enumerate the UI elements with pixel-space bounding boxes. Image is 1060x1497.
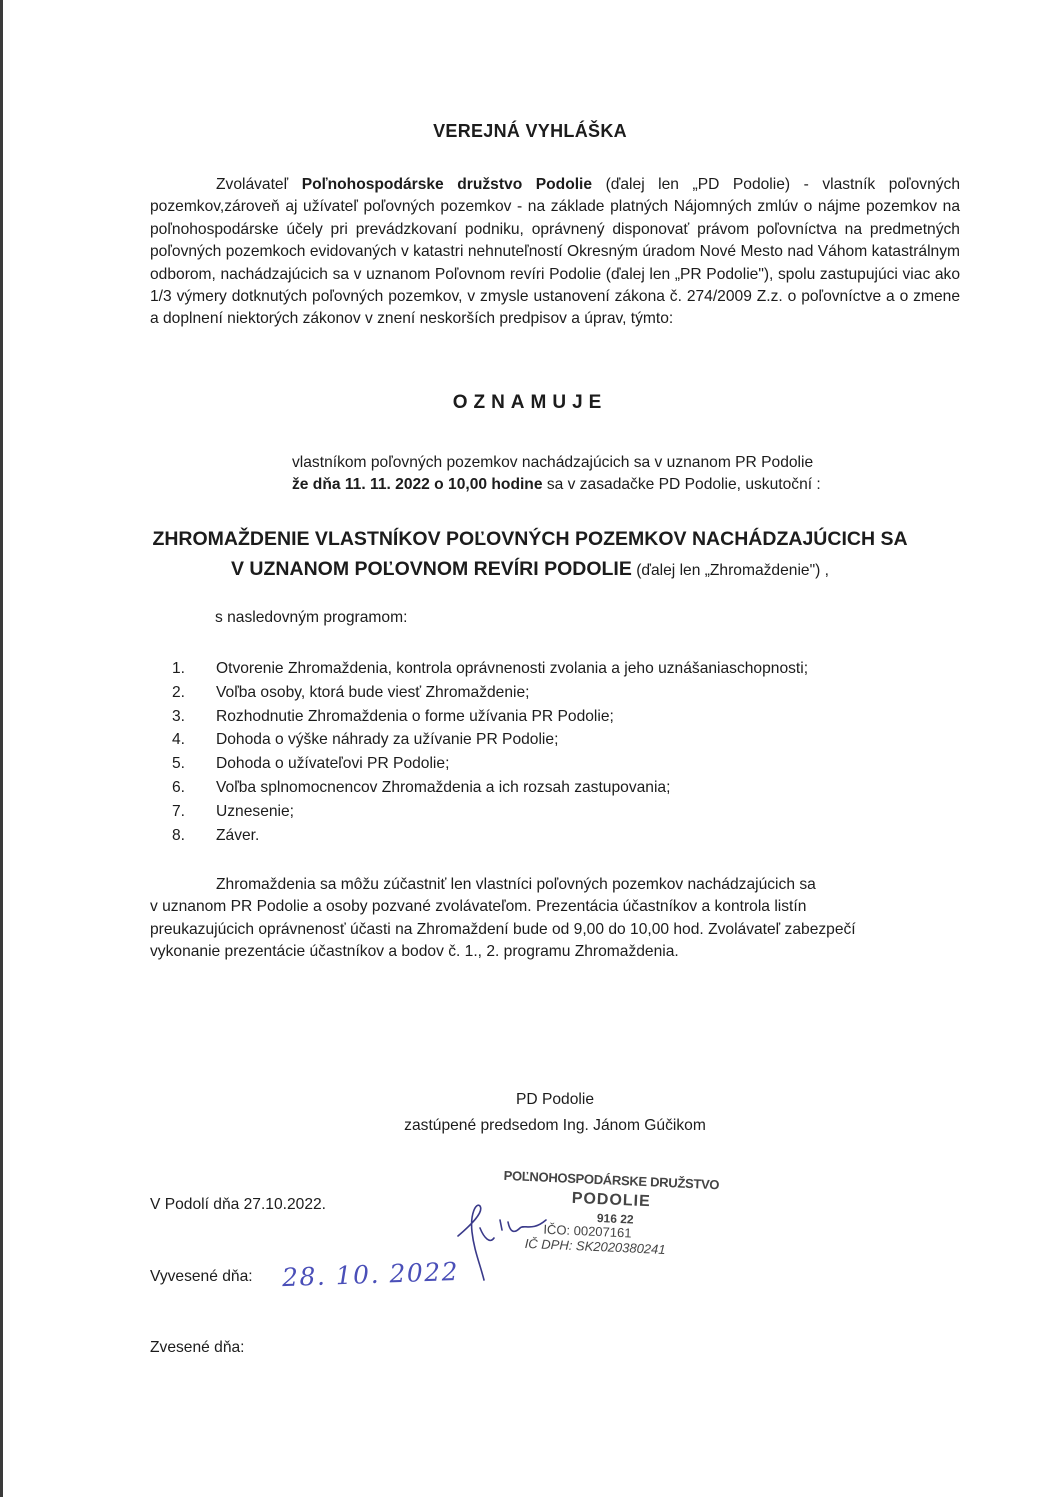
closing-line1: Zhromaždenia sa môžu zúčastniť len vlastníci poľovných pozemkov nachádzajúcich sa: [216, 876, 816, 893]
agenda-item: [172, 705, 808, 729]
agenda-number: 5.: [172, 755, 186, 773]
agenda-list: [172, 657, 808, 847]
scan-edge-line: [0, 0, 3, 1497]
signatory-org: PD Podolie: [515, 1091, 594, 1108]
agenda-text: Dohoda o užívateľovi PR Podolie;: [216, 755, 450, 773]
agenda-text: Dohoda o výške náhrady za užívanie PR Podolie;: [216, 731, 559, 749]
agenda-number: 7.: [172, 802, 186, 820]
agenda-text: Voľba osoby, ktorá bude viesť Zhromaždenie;: [216, 683, 530, 701]
agenda-number: 6.: [172, 778, 186, 796]
signatory-rep: zastúpené predsedom Ing. Jánom Gúčikom: [404, 1117, 706, 1134]
stamp-line1: POĽNOHOSPODÁRSKE DRUŽSTVO: [503, 1167, 720, 1193]
intro-paragraph: [150, 174, 960, 331]
closing-line3: preukazujúcich oprávnenosť účasti na Zhromaždení bude od 9,00 do 10,00 hod. Zvolávateľ zabezpečí: [150, 920, 856, 938]
agenda-item: [172, 728, 808, 752]
assembly-note: (ďalej len „Zhromaždenie") ,: [631, 562, 829, 579]
agenda-text: Záver.: [216, 826, 260, 844]
program-intro: s nasledovným programom:: [215, 609, 408, 626]
stamp-line4: IČO: 00207161: [543, 1221, 632, 1241]
meeting-place: sa v zasadačke PD Podolie, uskutoční :: [542, 476, 821, 493]
agenda-item: [172, 776, 808, 800]
handwritten-signature: [450, 1198, 560, 1293]
agenda-text: Rozhodnutie Zhromaždenia o forme užívania PR Podolie;: [216, 707, 614, 725]
agenda-text: Otvorenie Zhromaždenia, kontrola oprávnenosti zvolania a jeho uznášaniaschopnosti;: [216, 660, 809, 677]
closing-line1-wrap: [150, 874, 960, 896]
intro-text: (ďalej len „PD Podolie) - vlastník poľovných pozemkov,zároveň aj užívateľ poľovných pozemkov - na základe platných Nájomných zmlúv o nájme pozemkov na poľnohospodárske účely pri prevádzkovaní podniku, oprávnený disponovať právom poľovníctva na predmetných poľovných pozemkoch evidovaných v katastri nehnuteľností Okresným úradom Nové Mesto nad Váhom katastrálnym odborom, nachádzajúcich sa v uznanom Poľovnom revíri Podolie (ďalej len „PR Podolie"), spolu zastupujúci viac ako 1/3 výmery dotknutých poľovných pozemkov, v zmysle ustanovení zákona č. 274/2009 Z.z. o poľovníctve a o zmene a doplnení niektorých zákonov v znení neskorších predpisov a úprav, týmto:: [150, 176, 961, 328]
assembly-line1: ZHROMAŽDENIE VLASTNÍKOV POĽOVNÝCH POZEMKOV NACHÁDZAJÚCICH SA: [152, 528, 908, 550]
assembly-heading: [0, 524, 1060, 586]
posted-label: Vyvesené dňa:: [150, 1268, 253, 1285]
assembly-line2-wrap: [0, 554, 1060, 586]
posted-date-handwritten: 28. 10. 2022: [281, 1256, 460, 1293]
stamp-line3: 916 22: [596, 1211, 634, 1227]
agenda-item: [172, 681, 808, 705]
closing-line2: v uznanom PR Podolie a osoby pozvané zvolávateľom. Prezentácia účastníkov a kontrola listín: [150, 898, 807, 916]
agenda-number: 1.: [172, 660, 186, 677]
closing-line4: vykonanie prezentácie účastníkov a bodov č. 1., 2. programu Zhromaždenia.: [150, 943, 679, 961]
assembly-line2: V UZNANOM POĽOVNOM REVÍRI PODOLIE: [231, 558, 632, 580]
agenda-number: 8.: [172, 826, 186, 844]
stamp-line2: PODOLIE: [571, 1189, 652, 1211]
intro-entity: Poľnohospodárske družstvo Podolie: [301, 176, 593, 193]
agenda-item: [172, 752, 808, 776]
agenda-number: 4.: [172, 731, 186, 749]
closing-paragraph: [150, 874, 960, 964]
intro-lead: Zvolávateľ: [216, 176, 302, 193]
stamp-line5: IČ DPH: SK2020380241: [524, 1235, 666, 1258]
agenda-text: Voľba splnomocnencov Zhromaždenia a ich rozsah zastupovania;: [216, 778, 671, 796]
signatory-block: [150, 1087, 960, 1139]
place-date: V Podolí dňa 27.10.2022.: [150, 1196, 327, 1213]
agenda-item: [172, 800, 808, 824]
agenda-number: 2.: [172, 683, 186, 701]
agenda-item: [172, 824, 808, 848]
recipients-block: [292, 452, 821, 496]
agenda-item: [172, 657, 808, 681]
recipients-line1: vlastníkom poľovných pozemkov nachádzajúcich sa v uznanom PR Podolie: [292, 454, 814, 471]
announce-heading: OZNAMUJE: [452, 392, 608, 413]
meeting-date: že dňa 11. 11. 2022 o 10,00 hodine: [292, 476, 543, 493]
recipients-line2: [292, 474, 821, 496]
agenda-text: Uznesenie;: [216, 802, 295, 820]
agenda-number: 3.: [172, 707, 186, 725]
document-title: VEREJNÁ VYHLÁŠKA: [433, 121, 627, 141]
removed-label: Zvesené dňa:: [150, 1339, 245, 1356]
